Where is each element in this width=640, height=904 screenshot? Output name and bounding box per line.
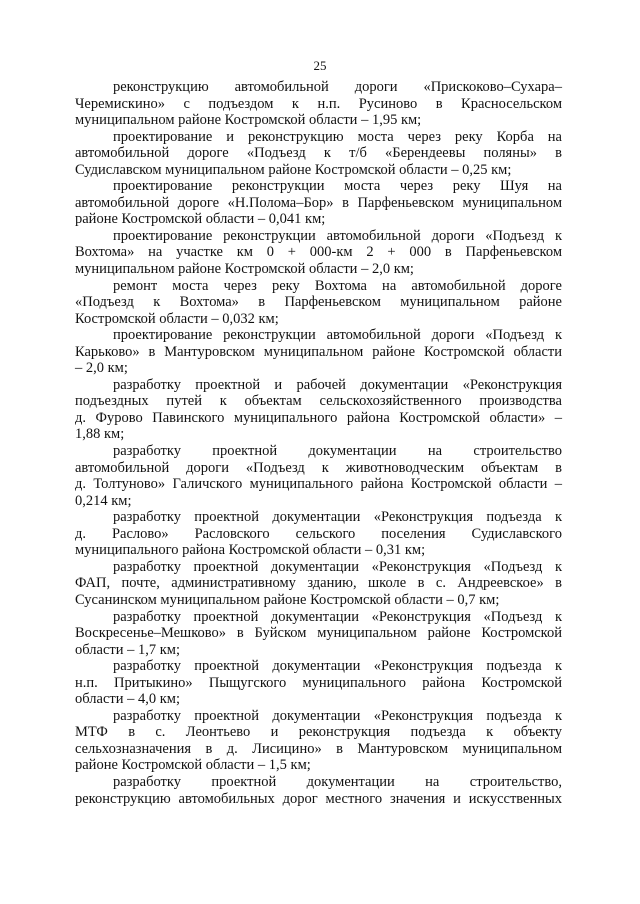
paragraph bbox=[75, 327, 562, 377]
text-line: разработку проектной документации «Реконструкция подъезда к bbox=[113, 658, 562, 675]
text-line: районе Костромской области – 1,5 км; bbox=[75, 757, 311, 774]
paragraph bbox=[75, 228, 562, 278]
paragraph bbox=[75, 79, 562, 129]
text-line: разработку проектной документации «Реконструкция подъезда к bbox=[113, 707, 562, 724]
text-line: ФАП, почте, административному зданию, школе в с. Андреевское» в bbox=[75, 575, 562, 592]
text-line: 1,88 км; bbox=[75, 426, 125, 443]
text-line: разработку проектной документации «Реконструкция подъезда к bbox=[113, 509, 562, 526]
text-line: проектирование реконструкции автомобильной дороги «Подъезд к bbox=[113, 227, 562, 244]
paragraph bbox=[75, 178, 562, 228]
text-line: области – 1,7 км; bbox=[75, 641, 180, 658]
text-line: проектирование реконструкции моста через реку Шуя на bbox=[113, 178, 562, 195]
text-line: автомобильной дороги «Подъезд к животноводческим объектам в bbox=[75, 459, 562, 476]
text-line: проектирование и реконструкцию моста через реку Корба на bbox=[113, 128, 562, 145]
text-line: Сусанинском муниципальном районе Костромской области – 0,7 км; bbox=[75, 591, 500, 608]
text-line: 0,214 км; bbox=[75, 492, 132, 509]
text-line: МТФ в с. Леонтьево и реконструкция подъезда к объекту bbox=[75, 724, 562, 741]
paragraph bbox=[75, 509, 562, 559]
text-line: автомобильной дороге «Подъезд к т/б «Берендеевы поляны» в bbox=[75, 145, 562, 162]
paragraph bbox=[75, 708, 562, 774]
paragraph bbox=[75, 774, 562, 807]
text-line: разработку проектной документации «Реконструкция «Подъезд к bbox=[113, 558, 562, 575]
paragraph bbox=[75, 377, 562, 443]
text-line: разработку проектной и рабочей документации «Реконструкция bbox=[113, 376, 562, 393]
text-line: муниципальном районе Костромской области – 2,0 км; bbox=[75, 261, 414, 278]
text-line: разработку проектной документации «Реконструкция «Подъезд к bbox=[113, 608, 562, 625]
text-line: ремонт моста через реку Вохтома на автомобильной дороге bbox=[113, 277, 562, 294]
text-line: Воскресенье–Мешково» в Буйском муниципальном районе Костромской bbox=[75, 625, 562, 642]
text-line: н.п. Притыкино» Пыщугского муниципального района Костромской bbox=[75, 674, 562, 691]
text-line: сельхозназначения в д. Лисицино» в Мантуровском муниципальном bbox=[75, 740, 562, 757]
text-line: Карьково» в Мантуровском муниципальном районе Костромской области bbox=[75, 343, 562, 360]
text-line: Вохтома» на участке км 0 + 000-км 2 + 000 в Парфеньевском bbox=[75, 244, 562, 261]
text-line: реконструкцию автомобильной дороги «Прискоково–Сухара– bbox=[113, 79, 562, 95]
text-line: «Подъезд к Вохтома» в Парфеньевском муниципальном районе bbox=[75, 294, 562, 311]
page-number: 25 bbox=[313, 58, 327, 73]
document-body bbox=[75, 79, 562, 807]
text-line: реконструкцию автомобильных дорог местного значения и искусственных bbox=[75, 790, 562, 807]
text-line: разработку проектной документации на строительство bbox=[113, 443, 562, 460]
text-line: – 2,0 км; bbox=[75, 360, 128, 377]
text-line: разработку проектной документации на строительство, bbox=[113, 773, 562, 790]
text-line: д. Толтуново» Галичского муниципального района Костромской области – bbox=[75, 476, 562, 493]
text-line: Черемискино» с подъездом к н.п. Русиново в Красносельском bbox=[75, 95, 562, 112]
text-line: Судиславском муниципальном районе Костромской области – 0,25 км; bbox=[75, 161, 512, 178]
paragraph bbox=[75, 609, 562, 659]
text-line: районе Костромской области – 0,041 км; bbox=[75, 211, 326, 228]
text-line: д. Раслово» Расловского сельского поселения Судиславского bbox=[75, 525, 562, 542]
text-line: подъездных путей к объектам сельскохозяйственного производства bbox=[75, 393, 562, 410]
paragraph bbox=[75, 658, 562, 708]
text-line: муниципального района Костромской области – 0,31 км; bbox=[75, 542, 426, 559]
paragraph bbox=[75, 129, 562, 179]
text-line: области – 4,0 км; bbox=[75, 691, 180, 708]
paragraph bbox=[75, 278, 562, 328]
paragraph bbox=[75, 443, 562, 509]
text-line: муниципальном районе Костромской области – 1,95 км; bbox=[75, 112, 422, 129]
text-line: Костромской области – 0,032 км; bbox=[75, 310, 279, 327]
text-line: д. Фурово Павинского муниципального района Костромской области» – bbox=[75, 409, 562, 426]
text-line: автомобильной дороге «Н.Полома–Бор» в Парфеньевском муниципальном bbox=[75, 194, 562, 211]
text-line: проектирование реконструкции автомобильной дороги «Подъезд к bbox=[113, 327, 562, 344]
paragraph bbox=[75, 559, 562, 609]
